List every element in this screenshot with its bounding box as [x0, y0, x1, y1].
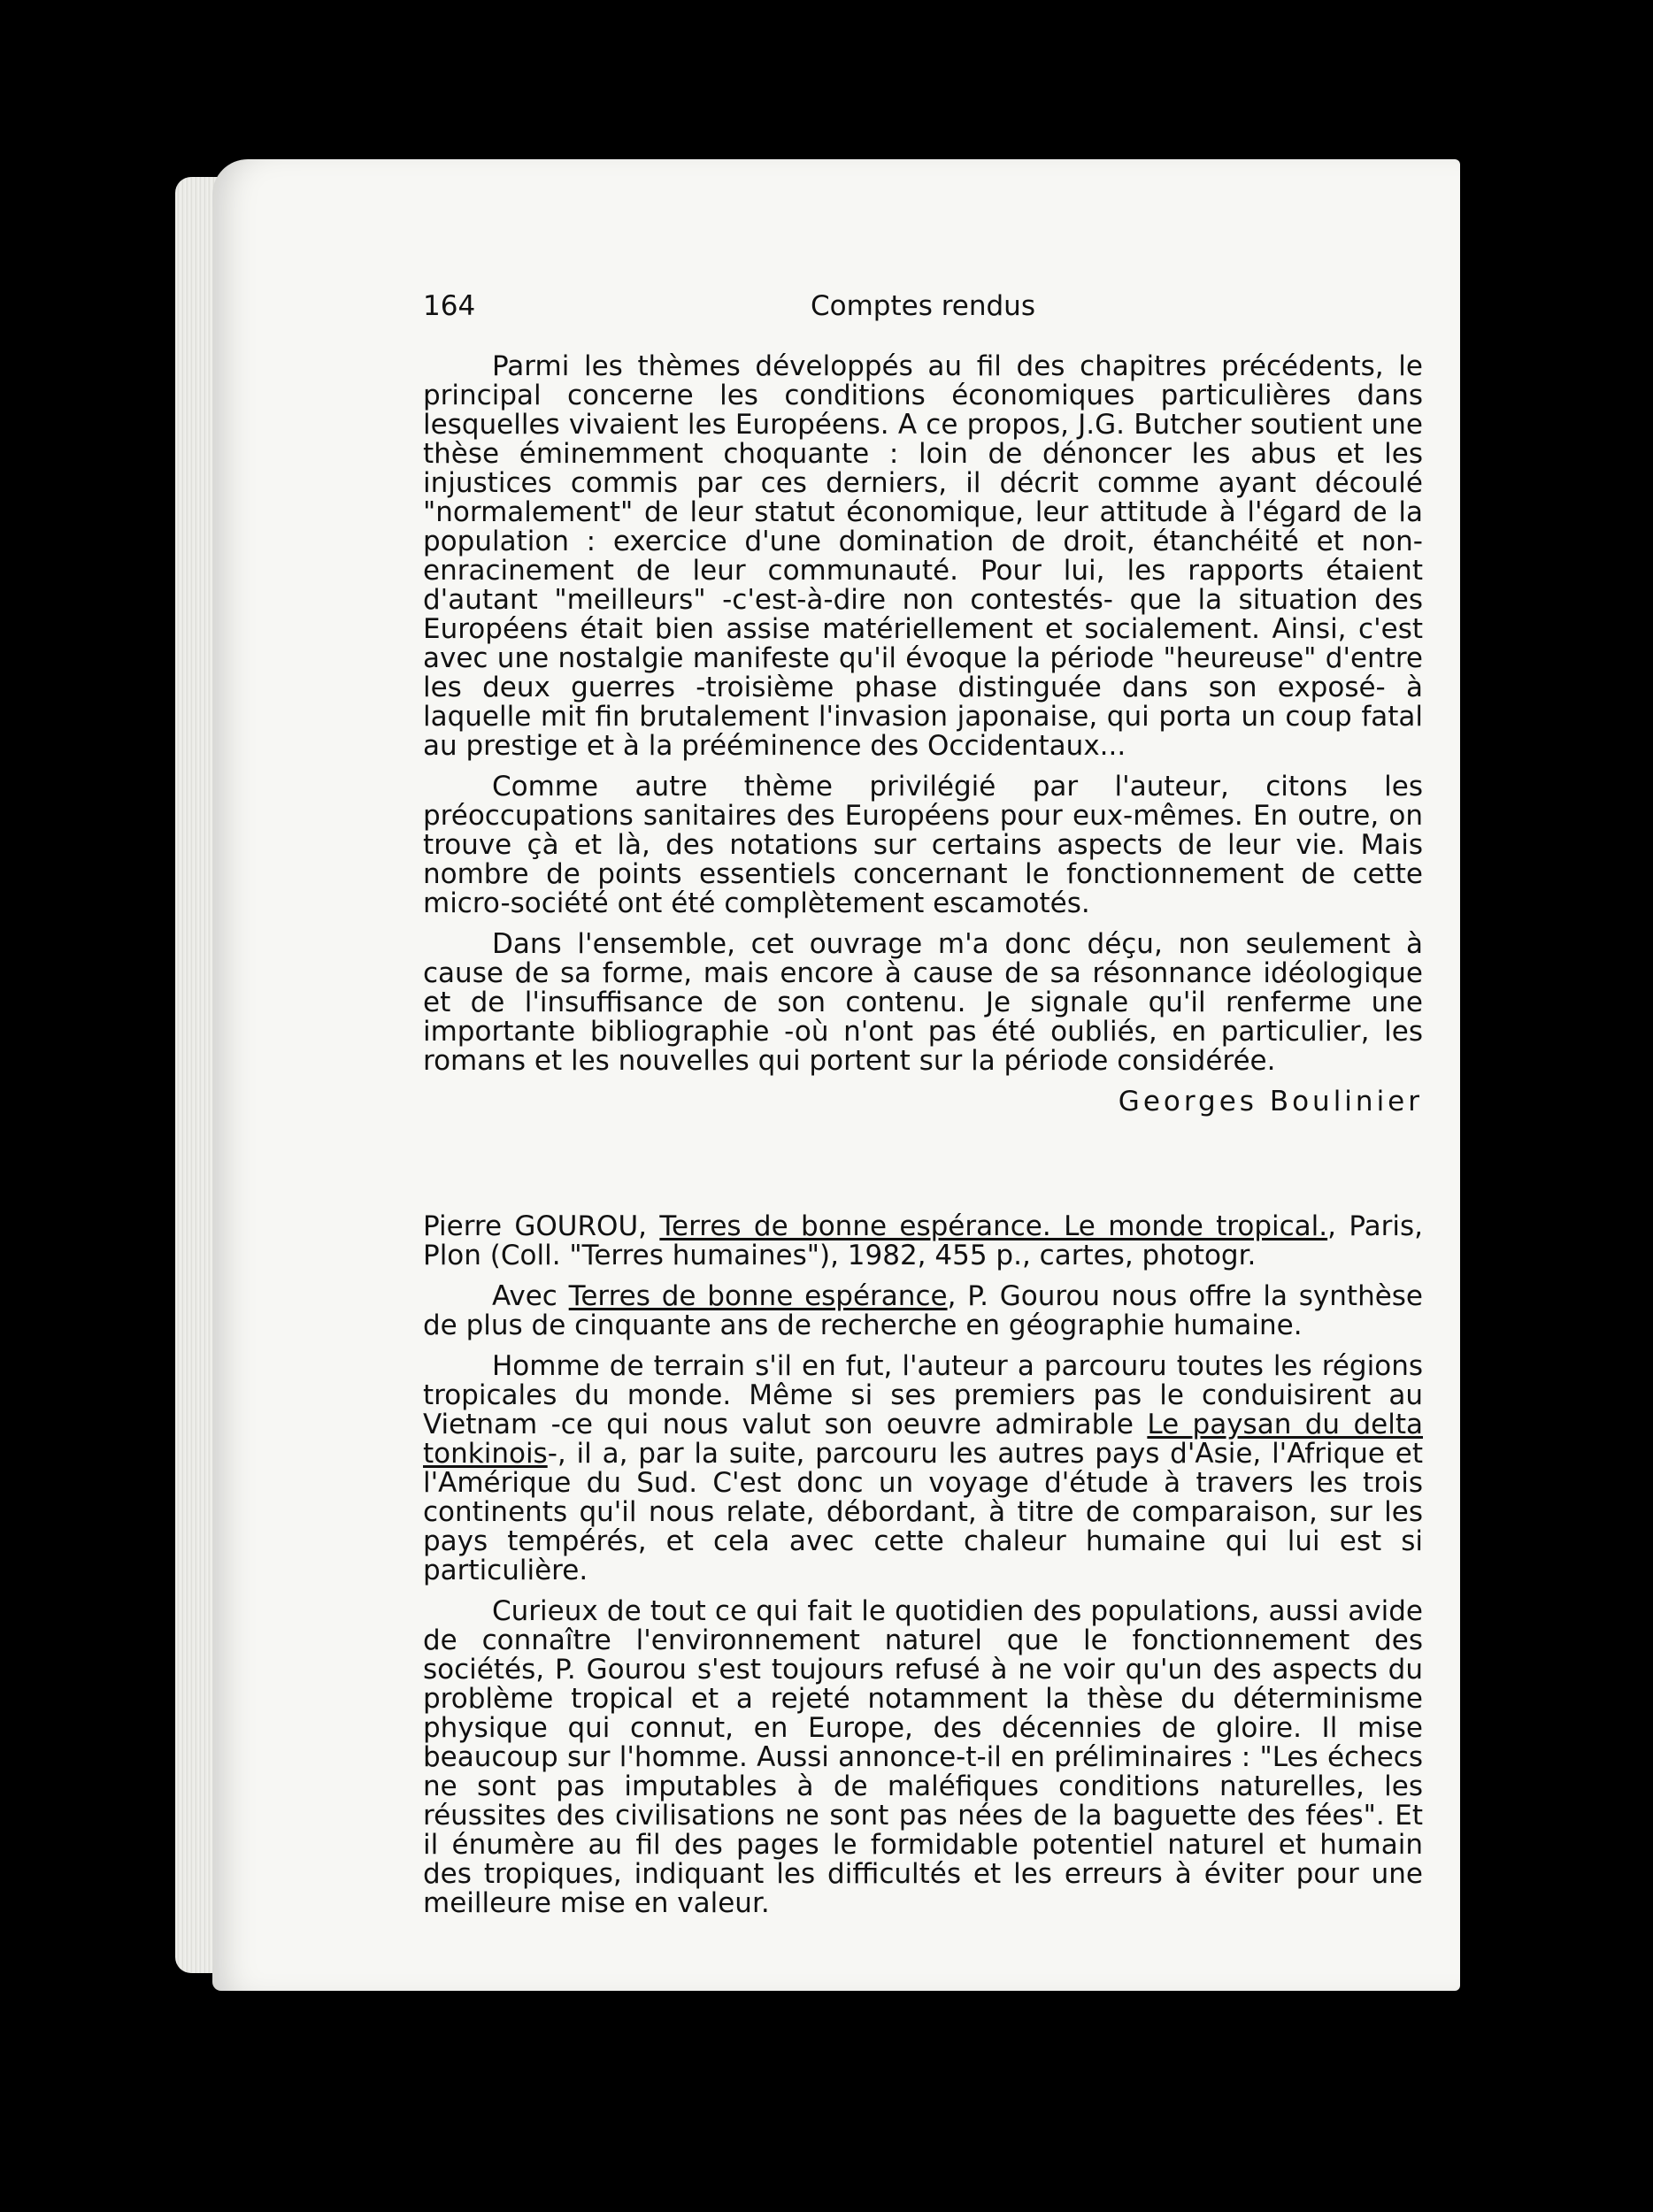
review2-p2-text-a: Homme de terrain s'il en fut, l'auteur a parcouru toutes les régions tropicales du monde. Même si ses premiers pas le conduisirent au Vietnam -ce qui nous valut son oeuvre admirable: [423, 1350, 1423, 1440]
bib-title: Terres de bonne espérance. Le monde tropical.: [659, 1210, 1328, 1242]
review2-paragraph-1: [423, 1282, 1423, 1340]
review-butcher: [423, 352, 1423, 1117]
bib-author: Pierre GOUROU,: [423, 1210, 660, 1242]
review2-p1-title: Terres de bonne espérance: [568, 1280, 948, 1312]
review2-paragraph-2: [423, 1352, 1423, 1586]
review1-paragraph-1: Parmi les thèmes développés au fil des chapitres précédents, le principal concerne les conditions économiques particulières dans lesquelles vivaient les Européens. A ce propos, J.G. Butcher soutient une thèse éminemment choquante : loin de dénoncer les abus et les injustices commis par ces derniers, il décrit comme ayant découlé "normalement" de leur statut économique, leur attitude à l'égard de la population : exercice d'une domination de droit, étanchéité et non-enracinement de leur communauté. Pour lui, les rapports étaient d'autant "meilleurs" -c'est-à-dire non contestés- que la situation des Européens était bien assise matériellement et socialement. Ainsi, c'est avec une nostalgie manifeste qu'il évoque la période "heureuse" d'entre les deux guerres -troisième phase distinguée dans son exposé- à laquelle mit fin brutalement l'invasion japonaise, qui porta un coup fatal au prestige et à la prééminence des Occidentaux...: [423, 350, 1423, 762]
review1-paragraph-3: Dans l'ensemble, cet ouvrage m'a donc déçu, non seulement à cause de sa forme, mais encore à cause de sa résonnance idéologique et de l'insuffisance de son contenu. Je signale qu'il renferme une importante bibliographie -où n'ont pas été oubliés, en particulier, les romans et les nouvelles qui portent sur la période considérée.: [423, 928, 1423, 1077]
page-content: [423, 292, 1423, 1930]
review2-p2-title: Le paysan du delta tonkinois: [423, 1409, 1423, 1470]
running-head: Comptes rendus: [811, 290, 1035, 322]
review2-p1-text-b: , P. Gourou nous offre la synthèse de plus de cinquante ans de recherche en géographie humaine.: [423, 1280, 1424, 1341]
review2-p1-text-a: Avec: [492, 1280, 569, 1312]
bibliographic-reference: [423, 1212, 1423, 1271]
review2-paragraph-3: Curieux de tout ce qui fait le quotidien des populations, aussi avide de connaître l'environnement naturel que le fonctionnement des sociétés, P. Gourou s'est toujours refusé à ne voir qu'un des aspects du problème tropical et a rejeté notamment la thèse du déterminisme physique qui connut, en Europe, des décennies de gloire. Il mise beaucoup sur l'homme. Aussi annonce-t-il en préliminaires : "Les échecs ne sont pas imputables à de maléfiques conditions naturelles, les réussites des civilisations ne sont pas nées de la baguette des fées". Et il énumère au fil des pages le formidable potentiel naturel et humain des tropiques, indiquant les difficultés et les erreurs à éviter pour une meilleure mise en valeur.: [423, 1595, 1423, 1919]
bib-publication: , Paris, Plon (Coll. "Terres humaines"), 1982, 455 p., cartes, photogr.: [423, 1210, 1423, 1271]
page-number: 164: [423, 290, 476, 322]
review-gourou: [423, 1212, 1423, 1918]
review1-paragraph-2: Comme autre thème privilégié par l'auteur, citons les préoccupations sanitaires des Européens pour eux-mêmes. En outre, on trouve çà et là, des notations sur certains aspects de leur vie. Mais nombre de points essentiels concernant le fonctionnement de cette micro-société ont été complètement escamotés.: [423, 771, 1423, 919]
review2-p2-text-b: -, il a, par la suite, parcouru les autres pays d'Asie, l'Afrique et l'Amérique du Sud. C'est donc un voyage d'étude à travers les trois continents qu'il nous relate, débordant, à titre de comparaison, sur les pays tempérés, et cela avec cette chaleur humaine qui lui est si particulière.: [423, 1438, 1423, 1586]
page-header: [423, 292, 1423, 331]
review1-signature: Georges Boulinier: [1118, 1086, 1423, 1118]
